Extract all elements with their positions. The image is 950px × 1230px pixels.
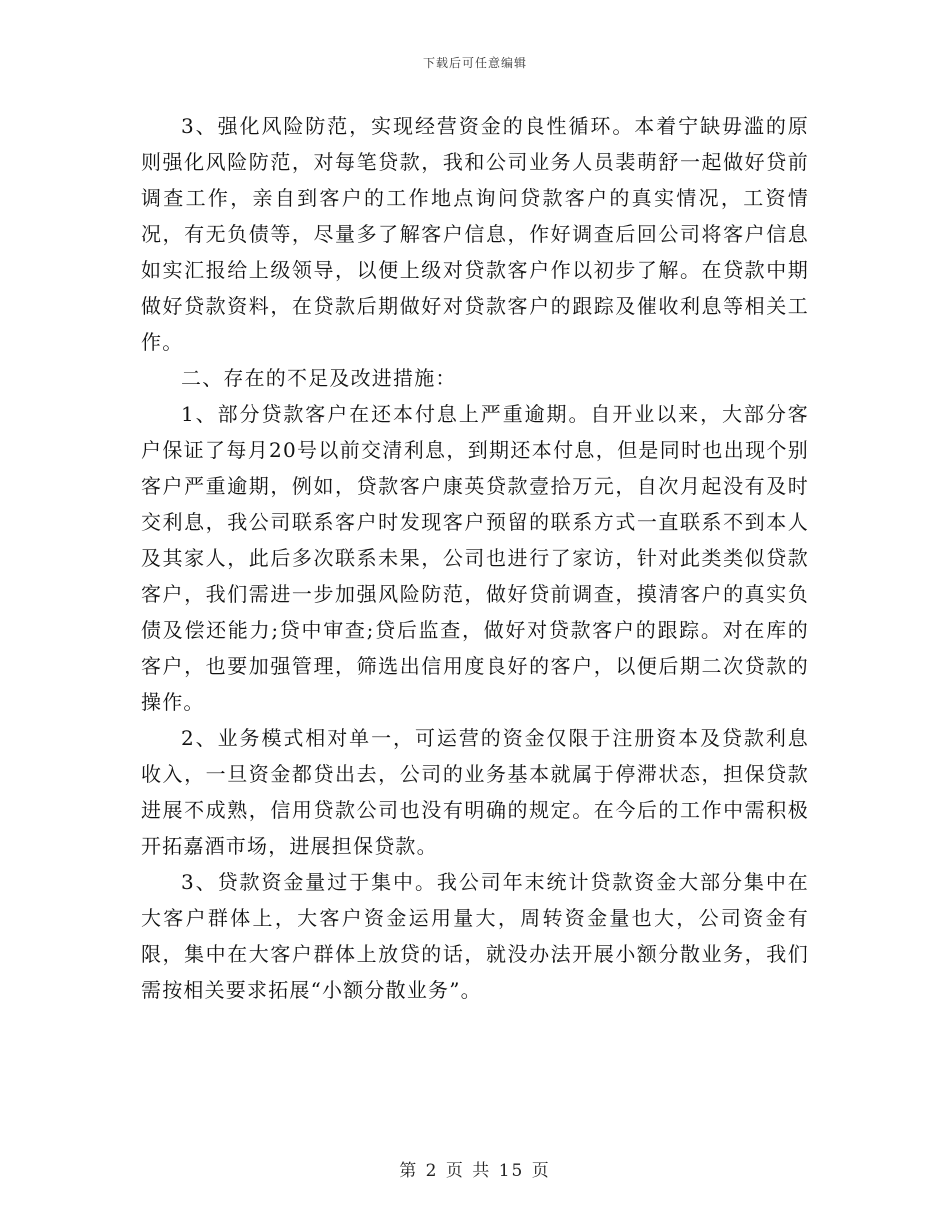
paragraph-business-model: 2、业务模式相对单一，可运营的资金仅限于注册资本及贷款利息收入，一旦资金都贷出去，公司的业务基本就属于停滞状态，担保贷款进展不成熟，信用贷款公司也没有明确的规定。在今后的工作中需积极开拓嘉酒市场，进展担保贷款。 <box>141 726 809 858</box>
paragraph-fund-concentration: 3、贷款资金量过于集中。我公司年末统计贷款资金大部分集中在大客户群体上，大客户资金运用量大，周转资金量也大，公司资金有限，集中在大客户群体上放贷的话，就没办法开展小额分散业务，我们需按相关要求拓展“小额分散业务”。 <box>141 870 809 1002</box>
section-heading-shortcomings: 二、存在的不足及改进措施： <box>181 366 457 390</box>
paragraph-overdue-clients: 1、部分贷款客户在还本付息上严重逾期。自开业以来，大部分客户保证了每月20号以前交清利息，到期还本付息，但是同时也出现个别客户严重逾期，例如，贷款客户康英贷款壹拾万元，自次月起没有及时交利息，我公司联系客户时发现客户预留的联系方式一直联系不到本人及其家人，此后多次联系未果，公司也进行了家访，针对此类类似贷款客户，我们需进一步加强风险防范，做好贷前调查，摸清客户的真实负债及偿还能力;贷中审查;贷后监查，做好对贷款客户的跟踪。对在库的客户，也要加强管理，筛选出信用度良好的客户，以便后期二次贷款的操作。 <box>141 402 809 714</box>
page-number: 第 2 页 共 15 页 <box>399 1161 551 1181</box>
body-text <box>141 108 809 1008</box>
page-header-note: 下载后可任意编辑 <box>422 56 527 70</box>
paragraph-risk-control: 3、强化风险防范，实现经营资金的良性循环。本着宁缺毋滥的原则强化风险防范，对每笔贷款，我和公司业务人员裴萌舒一起做好贷前调查工作，亲自到客户的工作地点询问贷款客户的真实情况，工资情况，有无负债等，尽量多了解客户信息，作好调查后回公司将客户信息如实汇报给上级领导，以便上级对贷款客户作以初步了解。在贷款中期做好贷款资料，在贷款后期做好对贷款客户的跟踪及催收利息等相关工作。 <box>141 114 809 354</box>
